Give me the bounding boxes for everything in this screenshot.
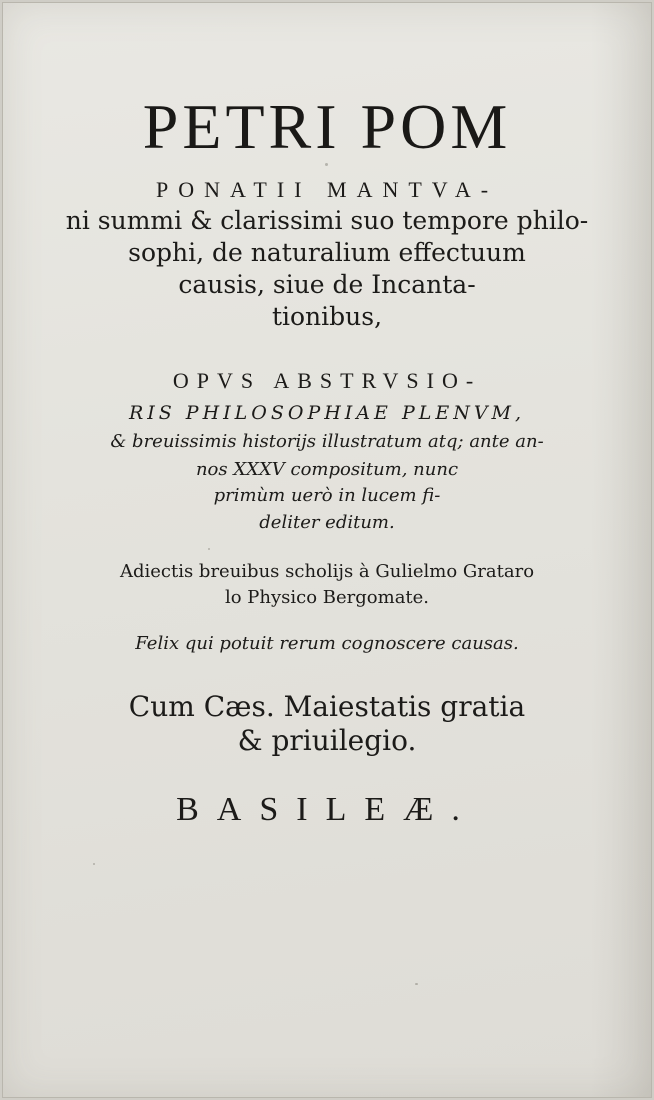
paper-speck bbox=[93, 863, 95, 865]
subtitle-line-5: primùm uerò in lucem fi- bbox=[213, 485, 441, 506]
privilege-line-2: & priuilegio. bbox=[237, 724, 417, 757]
paper-speck bbox=[325, 163, 328, 166]
scholia-line-1: Adiectis breuibus scholijs à Gulielmo Grataro bbox=[119, 561, 535, 582]
title-line-5: causis, siue de Incanta- bbox=[178, 270, 476, 299]
title-line-3: ni summi & clarissimi suo tempore philo- bbox=[65, 206, 589, 235]
motto: Felix qui potuit rerum cognoscere causas. bbox=[135, 633, 519, 654]
title-line-4: sophi, de naturalium effectuum bbox=[128, 238, 526, 267]
paper-speck bbox=[208, 548, 210, 550]
subtitle-line-2: RIS PHILOSOPHIAE PLENVM, bbox=[128, 402, 526, 424]
privilege-line-1: Cum Cæs. Maiestatis gratia bbox=[128, 690, 526, 723]
subtitle-line-3: & breuissimis historijs illustratum atq; ante an- bbox=[110, 431, 544, 452]
subtitle-line-1: OPVS ABSTRVSIO- bbox=[172, 368, 482, 393]
paper-speck bbox=[415, 983, 418, 985]
imprint-place: BASILEÆ. bbox=[176, 791, 478, 828]
title-line-2: PONATII MANTVA- bbox=[155, 177, 499, 202]
subtitle-line-6: deliter editum. bbox=[259, 512, 395, 533]
title-line-1: PETRI POM bbox=[142, 91, 512, 162]
title-line-6: tionibus, bbox=[271, 302, 383, 331]
scholia-line-2: lo Physico Bergomate. bbox=[224, 587, 430, 608]
subtitle-line-4: nos XXXV compositum, nunc bbox=[195, 459, 459, 480]
title-page bbox=[2, 2, 652, 1098]
